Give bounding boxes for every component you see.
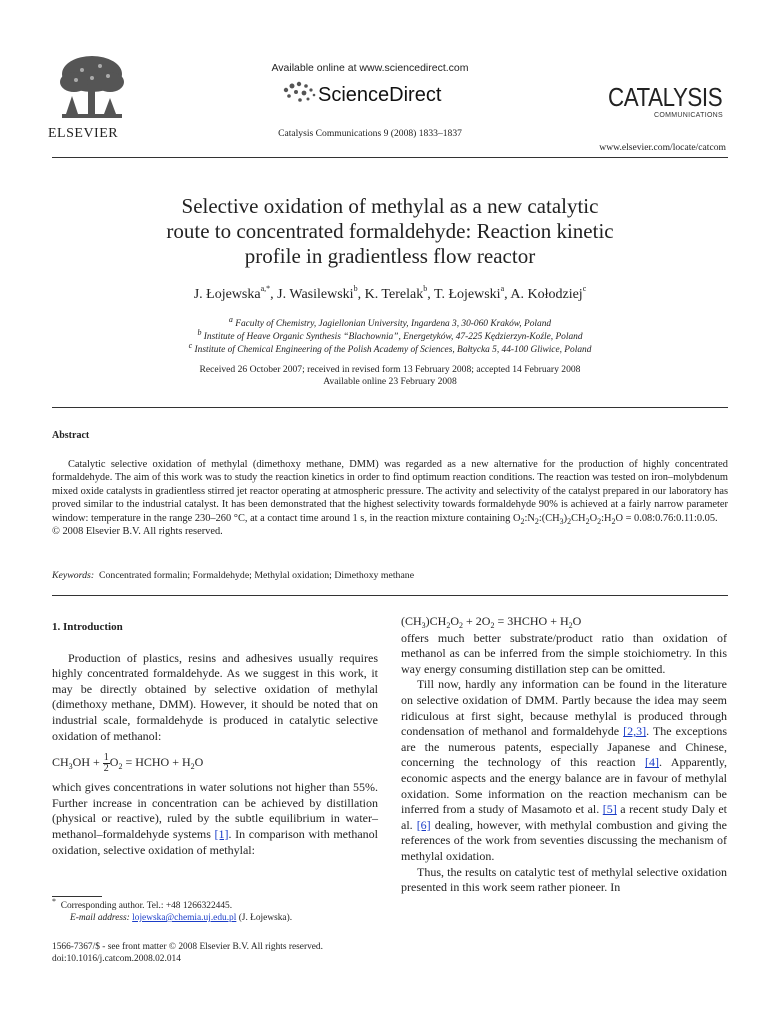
author-name[interactable]: K. Terelak bbox=[364, 287, 424, 302]
title-line: profile in gradientless flow reactor bbox=[244, 244, 536, 268]
author-affiliation-mark: b bbox=[423, 284, 428, 293]
available-online-text: Available online at www.sciencedirect.com bbox=[271, 62, 469, 74]
abstract-body bbox=[52, 458, 728, 538]
author-affiliation-mark: a,* bbox=[260, 284, 271, 293]
author-affiliation-mark: b bbox=[353, 284, 358, 293]
journal-logo-main: CATALYSIS bbox=[608, 82, 723, 112]
body-paragraph: Till now, hardly any information can be found in the literature on selective oxidation of DMM. Partly because the idea may seem ridiculous at first sight, because methylal is produced through condensation of methanol and formaldehyde [2,3]. The exceptions are the numerous patents, especially Japanese and Chinese, concerning the technology of this reaction [4]. Apparently, economic aspects and the energy balance are in favour of methylal oxidation. Some information on the reaction mechanism can be inferred from a study of Masamoto et al. [5] a recent study Daly et al. [6] dealing, however, with methylal combustion and giving the references of the work from seventies discussing the mechanism of methylal oxidation. bbox=[401, 677, 728, 863]
sciencedirect-logo bbox=[280, 78, 480, 112]
abstract-copyright: © 2008 Elsevier B.V. All rights reserved. bbox=[52, 526, 223, 538]
abstract-formula: $O_2:N_2:(CH_3)_2CH_2O_2:H_2O$ = 0.08:0.76:0.11:0.05. bbox=[512, 512, 718, 526]
author-affiliation-mark: a bbox=[500, 284, 505, 293]
affiliation-line: $^b$ Institute of Heave Organic Synthesis “Blachownia”, Energetyków, 47-225 Kędzierzyn-Koźle, Poland bbox=[197, 328, 583, 342]
right-column bbox=[401, 614, 727, 896]
keywords-text: Concentrated formalin; Formaldehyde; Methylal oxidation; Dimethoxy methane bbox=[99, 570, 415, 581]
journal-url[interactable]: www.elsevier.com/locate/catcom bbox=[599, 142, 726, 153]
article-title bbox=[60, 194, 720, 269]
received-dates: Received 26 October 2007; received in revised form 13 February 2008; accepted 14 February 2008 bbox=[199, 364, 581, 375]
author-affiliation-mark: c bbox=[582, 284, 587, 293]
reference-link[interactable]: [5] bbox=[602, 802, 617, 817]
left-column bbox=[52, 620, 378, 858]
header-rule bbox=[52, 157, 728, 158]
title-line: route to concentrated formaldehyde: Reaction kinetic bbox=[166, 219, 614, 243]
keywords-line bbox=[52, 570, 414, 581]
affiliation-line: $^a$ Faculty of Chemistry, Jagiellonian University, Ingardena 3, 30-060 Kraków, Poland bbox=[228, 315, 552, 329]
article-dates bbox=[60, 364, 720, 388]
journal-logo-sub: COMMUNICATIONS bbox=[654, 112, 724, 119]
body-paragraph: Thus, the results on catalytic test of methylal selective oxidation presented in this work seem rather pioneer. In bbox=[401, 864, 727, 895]
footnote-mark: * bbox=[52, 897, 56, 906]
fraction: $\frac{1}{2}$ bbox=[103, 751, 109, 774]
author-name[interactable]: J. Wasilewski bbox=[277, 287, 354, 302]
reference-link[interactable]: [1] bbox=[214, 826, 229, 841]
doi-line[interactable]: doi:10.1016/j.catcom.2008.02.014 bbox=[52, 954, 181, 964]
journal-citation: Catalysis Communications 9 (2008) 1833–1837 bbox=[278, 128, 462, 139]
intro-paragraph: Production of plastics, resins and adhesives usually requires highly concentrated formaldehyde. As we suggest in this work, it may be directly obtained by selective oxidation of methylal (dimethoxy methane, DMM). However, it should be noted that on industrial scale, formaldehyde is produced in catalytic selective oxidation of methanol: bbox=[52, 650, 378, 743]
sciencedirect-dots-icon bbox=[280, 80, 320, 110]
reference-link[interactable]: [2,3] bbox=[623, 724, 647, 739]
footnote-rule bbox=[52, 896, 102, 897]
author-name[interactable]: T. Łojewski bbox=[433, 287, 501, 302]
issn-line: 1566-7367/$ - see front matter © 2008 Elsevier B.V. All rights reserved. bbox=[52, 942, 323, 952]
footnote: * Corresponding author. Tel.: +48 1266322445. E-mail address: lojewska@chemia.uj.edu.pl (J. Łojewska). bbox=[52, 897, 293, 923]
abstract-bottom-rule bbox=[52, 595, 728, 596]
author-name[interactable]: A. Kołodziej bbox=[510, 287, 583, 302]
affiliations bbox=[60, 315, 720, 357]
available-online-date: Available online 23 February 2008 bbox=[323, 376, 457, 387]
keywords-label: Keywords: bbox=[52, 570, 95, 581]
equation-methylal-oxidation: $(CH_3)CH_2O_2 + 2O_2$ = 3HCHO + $H_2O$ bbox=[401, 614, 582, 630]
reference-link[interactable]: [4] bbox=[645, 755, 659, 770]
intro-paragraph: which gives concentrations in water solutions not higher than 55%. Further increase in concentration can be achieved by distillation (physical or reactive), ruled by the subtle equilibrium in water–methanol–formaldehyde systems [1]. In comparison with methanol oxidation, selective oxidation of methylal: bbox=[52, 780, 378, 857]
footnote-text: Corresponding author. Tel.: +48 1266322445. bbox=[60, 901, 233, 911]
affiliation-line: $^c$ Institute of Chemical Engineering of the Polish Academy of Sciences, Bałtycka 5, 44-100 Gliwice, Poland bbox=[188, 341, 592, 355]
body-paragraph: offers much better substrate/product ratio than oxidation of methanol as can be inferred from the simple stoichiometry. In this way energy consuming distillation step can be omitted. bbox=[401, 630, 727, 676]
section-heading: 1. Introduction bbox=[52, 621, 123, 633]
author-list: J. Łojewska$^{a,*}$, J. Wasilewski$^b$, K. Terelak$^b$, T. Łojewski$^a$, A. Kołodziej$^c$ bbox=[193, 284, 587, 302]
author-name[interactable]: J. Łojewska bbox=[193, 287, 261, 302]
abstract-text: Catalytic selective oxidation of methylal (dimethoxy methane, DMM) was regarded as a new alternative for the production of highly concentrated formaldehyde. The aim of this work was to study the reaction kinetics in order to find optimum reaction conditions. The reaction was tested on iron–molybdenum mixed oxide catalysts in gradientless stirred jet reactor operating at atmospheric pressure. The activity and selectivity of the catalyst prepared in our laboratory has proved similar to the industrial catalyst. It has been demonstrated that the highest selectivity towards formaldehyde 90% is achieved at a fairly narrow parameter window: temperature in the range 230–260 °C, at a contact time around 1 s, in the reaction mixture containing bbox=[52, 459, 728, 524]
publisher-logo-text: ELSEVIER bbox=[48, 126, 119, 141]
abstract-top-rule bbox=[52, 407, 728, 408]
abstract-heading: Abstract bbox=[52, 430, 90, 441]
email-link[interactable]: lojewska@chemia.uj.edu.pl bbox=[132, 913, 237, 923]
equation-methanol-oxidation: $CH_3OH$ + $\frac{1}{2}$ $O_2$ = HCHO + $H_2O$ bbox=[52, 751, 204, 774]
title-line: Selective oxidation of methylal as a new catalytic bbox=[181, 194, 599, 218]
email-label: E-mail address: bbox=[70, 913, 130, 923]
elsevier-tree-logo bbox=[52, 52, 130, 128]
reference-link[interactable]: [6] bbox=[416, 817, 431, 832]
sciencedirect-wordmark: ScienceDirect bbox=[318, 84, 442, 106]
